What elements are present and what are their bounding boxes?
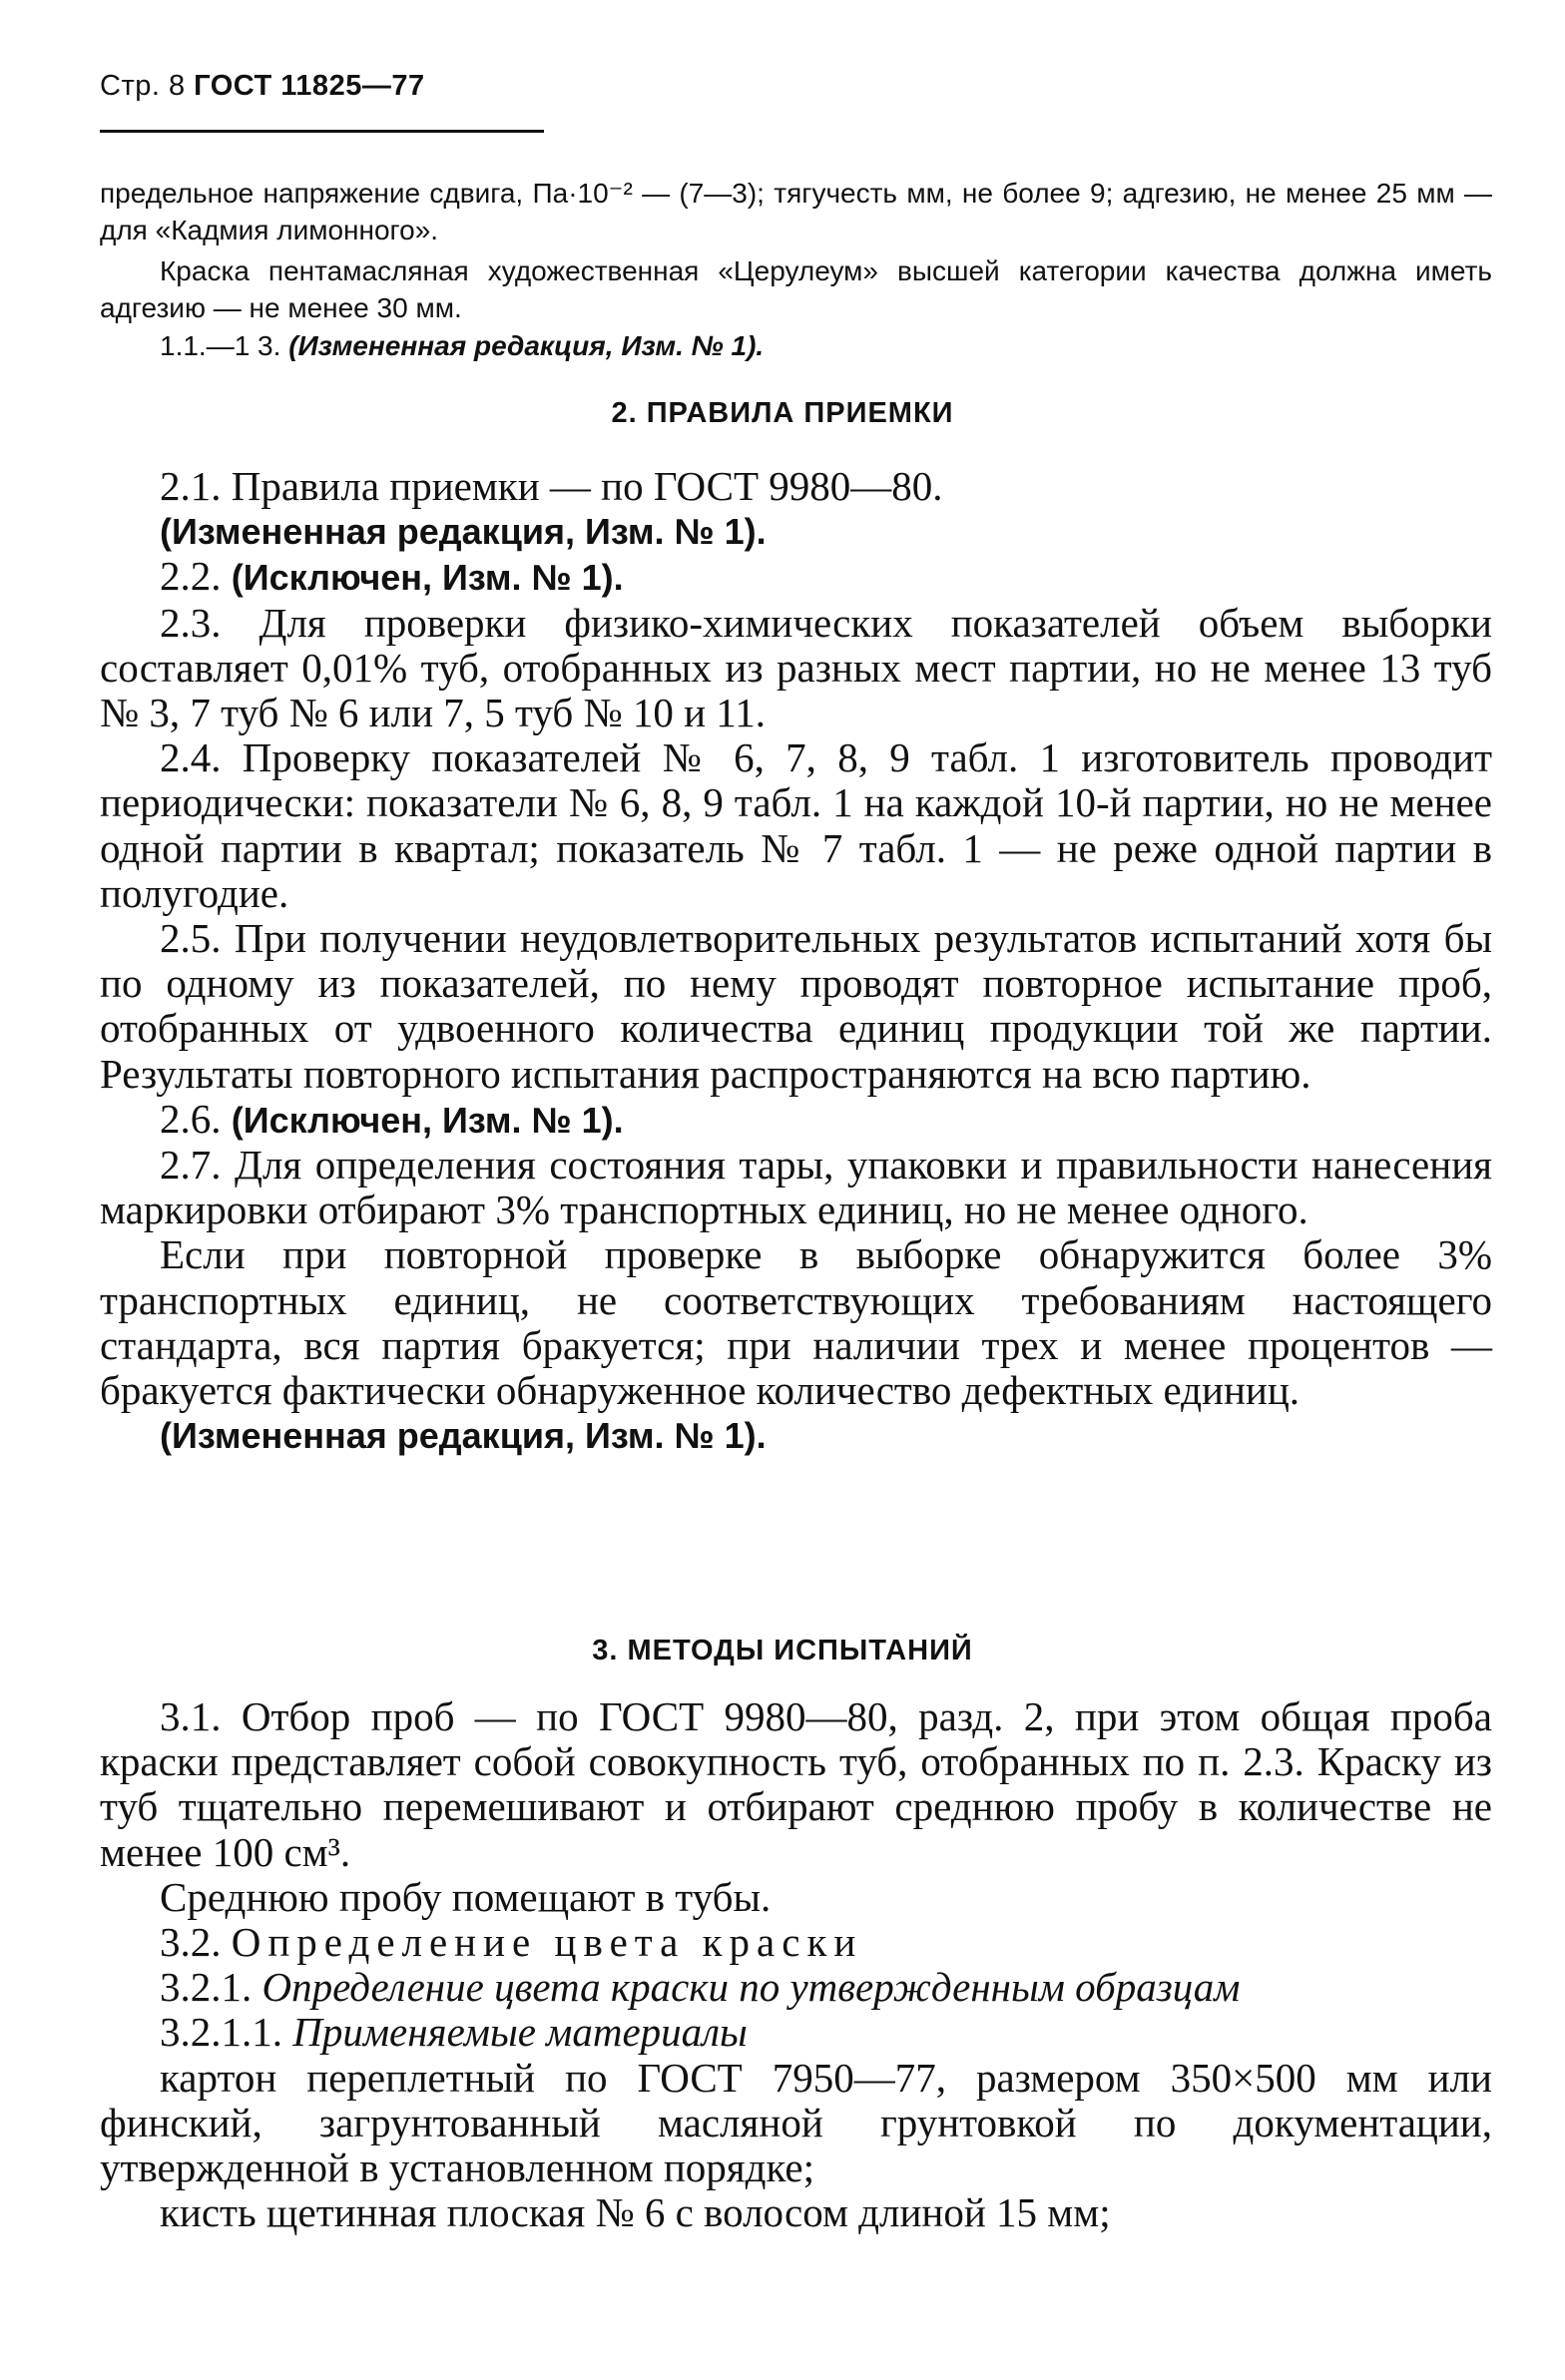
clause-2-7: 2.7. Для определения состояния тары, упаковки и правильности нанесения маркировки отбирают 3% транспортных единиц, но не менее одного. bbox=[100, 1142, 1492, 1233]
clause-3-2 bbox=[100, 1920, 1492, 1965]
amendment-note: (Измененная редакция, Изм. № 1). bbox=[160, 1415, 767, 1457]
clause-3-1-continuation: Среднюю пробу помещают в тубы. bbox=[160, 1873, 772, 1920]
clause-2-3: 2.3. Для проверки физико-химических показателей объем выборки составляет 0,01% туб, отобранных из разных мест партии, но не менее 13 туб № 3, 7 туб № 6 или 7, 5 туб № 10 и 11. bbox=[100, 599, 1492, 736]
clause-number: 2.6. bbox=[160, 1095, 222, 1142]
clause-title: Определение цвета краски bbox=[231, 1919, 863, 1966]
clause-number: 3.2. bbox=[160, 1919, 222, 1966]
material-item-cardboard: картон переплетный по ГОСТ 7950—77, размером 350×500 мм или финский, загрунтованный масляной грунтовкой по документации, утвержденной в установленном порядке; bbox=[100, 2054, 1492, 2191]
section-2-heading: 2. ПРАВИЛА ПРИЕМКИ bbox=[611, 397, 954, 429]
clause-3-2-1 bbox=[100, 1965, 1492, 2010]
clause-number: 3.2.1.1. bbox=[160, 2009, 282, 2056]
intro-paragraph-2: Краска пентамасляная художественная «Церулеум» высшей категории качества должна иметь адгезию — не менее 30 мм. bbox=[100, 255, 1492, 323]
amendment-note: (Исключен, Изм. № 1). bbox=[231, 1099, 624, 1141]
clause-3-2-1-1 bbox=[100, 2010, 1492, 2055]
clause-2-2 bbox=[100, 554, 1492, 600]
amendment-note: (Измененная редакция, Изм. № 1). bbox=[288, 330, 765, 361]
clause-number: 3.2.1. bbox=[160, 1964, 253, 2011]
clause-2-5: 2.5. При получении неудовлетворительных результатов испытаний хотя бы по одному из показателей, по нему проводят повторное испытание проб, отобранных от удвоенного количества единиц продукции той же партии. Результаты повторного испытания распространяются на всю партию. bbox=[100, 915, 1492, 1097]
section-3-body bbox=[100, 1694, 1492, 2235]
clause-number: 1.1.—1 3. bbox=[160, 330, 281, 361]
clause-2-1: 2.1. Правила приемки — по ГОСТ 9980—80. bbox=[160, 463, 943, 509]
clause-2-6 bbox=[100, 1097, 1492, 1143]
section-2-body bbox=[100, 464, 1492, 1458]
clause-number: 2.2. bbox=[160, 553, 222, 600]
material-item-brush: кисть щетинная плоская № 6 с волосом длиной 15 мм; bbox=[160, 2189, 1111, 2236]
clause-2-4: 2.4. Проверку показателей № 6, 7, 8, 9 табл. 1 изготовитель проводит периодически: показатели № 6, 8, 9 табл. 1 на каждой 10-й партии, но не менее одной партии в квартал; показатель № 7 табл. 1 — не реже одной партии в полугодие. bbox=[100, 734, 1492, 916]
section-3-heading: 3. МЕТОДЫ ИСПЫТАНИЙ bbox=[592, 1635, 973, 1666]
clause-title: Определение цвета краски по утвержденным образцам bbox=[261, 1964, 1241, 2011]
clause-3-1: 3.1. Отбор проб — по ГОСТ 9980—80, разд. 2, при этом общая проба краски представляет собой совокупность туб, отобранных по п. 2.3. Краску из туб тщательно перемешивают и отбирают среднюю пробу в количестве не менее 100 см³. bbox=[100, 1693, 1492, 1875]
intro-paragraph-3 bbox=[100, 327, 1492, 364]
standard-number: ГОСТ 11825—77 bbox=[194, 70, 425, 102]
clause-2-7-continuation: Если при повторной проверке в выборке обнаружится более 3% транспортных единиц, не соответствующих требованиям настоящего стандарта, вся партия бракуется; при наличии трех и менее процентов — бракуется фактически обнаруженное количество дефектных единиц. bbox=[100, 1231, 1492, 1414]
clause-title: Применяемые материалы bbox=[292, 2009, 748, 2056]
intro-paragraph-1: предельное напряжение сдвига, Па·10⁻² — (7—3); тягучесть мм, не более 9; адгезию, не менее 25 мм — для «Кадмия лимонного». bbox=[100, 178, 1492, 245]
page-number: Стр. 8 bbox=[100, 70, 186, 102]
amendment-note: (Измененная редакция, Изм. № 1). bbox=[160, 511, 767, 553]
amendment-note: (Исключен, Изм. № 1). bbox=[231, 557, 624, 599]
header-rule bbox=[100, 130, 544, 133]
page-header bbox=[100, 70, 425, 103]
